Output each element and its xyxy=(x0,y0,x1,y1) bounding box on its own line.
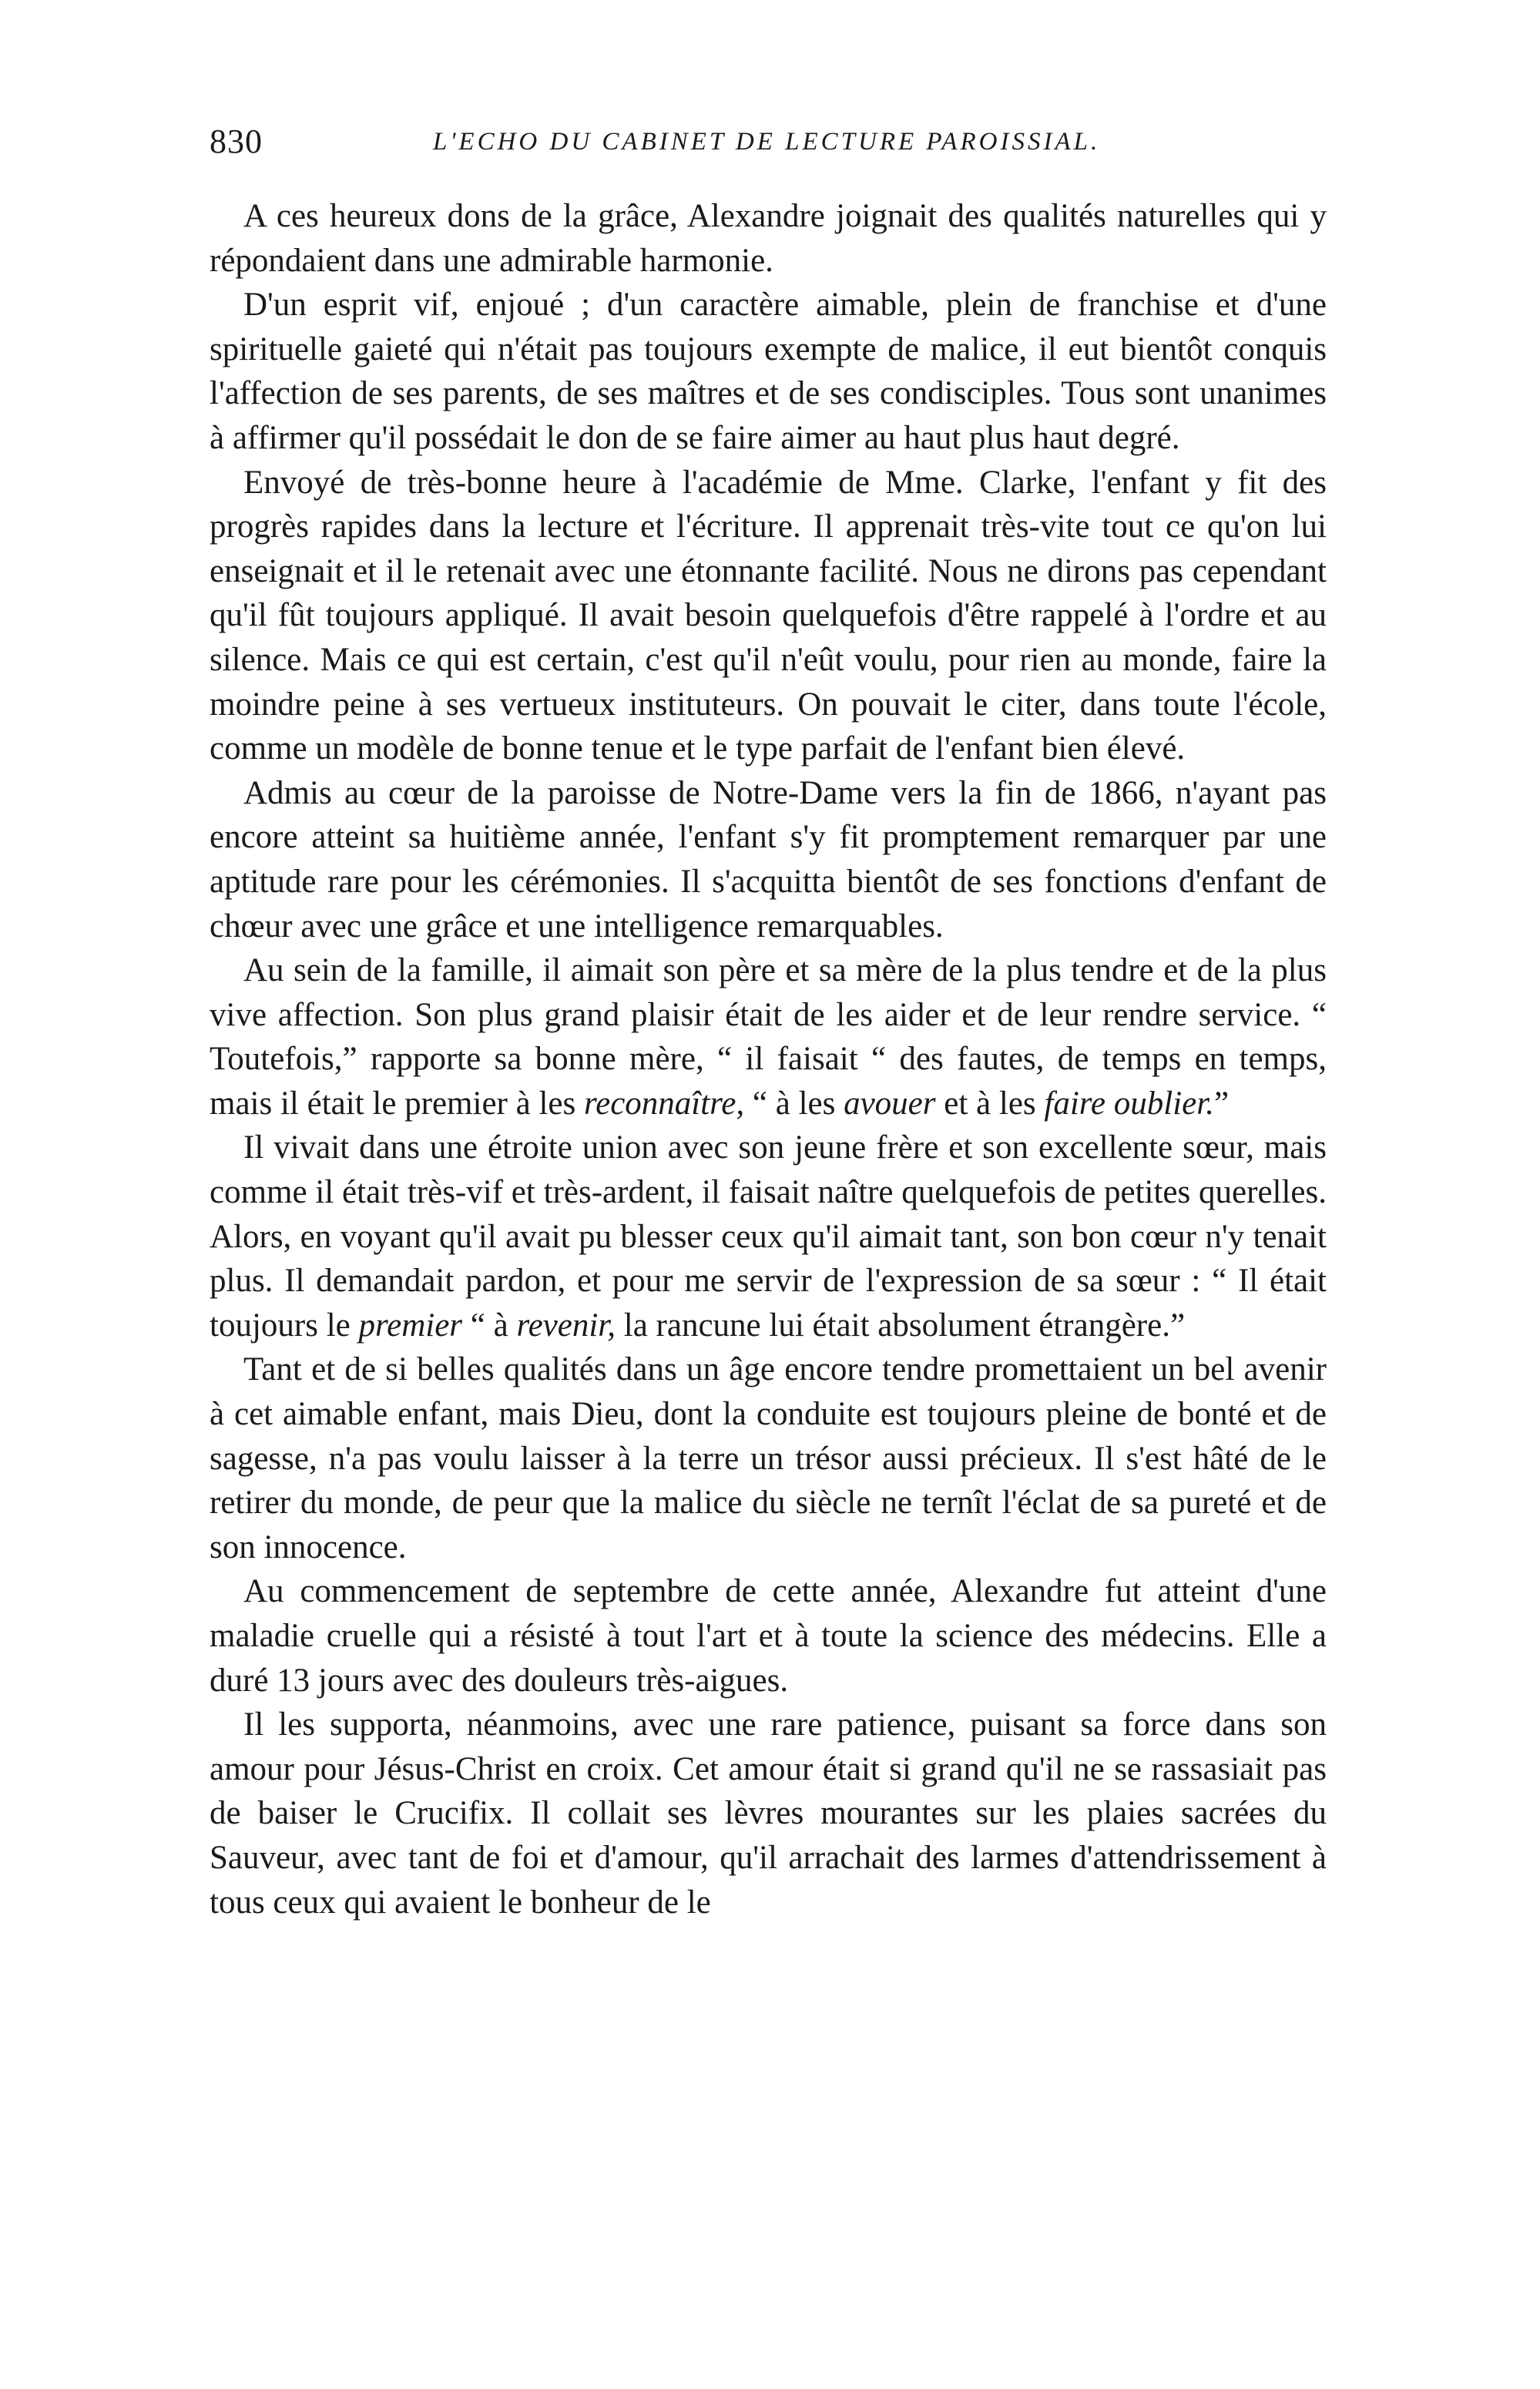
paragraph-text: ” xyxy=(1213,1085,1230,1122)
paragraph-text: la rancune lui était absolument étrangère.” xyxy=(616,1307,1186,1344)
paragraph-text: Admis au cœur de la paroisse de Notre-Dame vers la fin de 1866, n'ayant pas encore atteint sa huitième année, l'enfant s'y fit promptement remarquer par une aptitude rare pour les cérémonies. Il s'acquitta bientôt de ses fonctions d'enfant de chœur avec une grâce et une intelligence remarquables. xyxy=(210,774,1327,945)
paragraph-text: Au commencement de septembre de cette année, Alexandre fut atteint d'une maladie cruelle qui a résisté à tout l'art et à toute la science des médecins. Elle a duré 13 jours avec des douleurs très-aigues. xyxy=(210,1573,1327,1699)
italic-text: premier xyxy=(358,1307,463,1344)
paragraph-7 xyxy=(210,1347,1327,1569)
paragraph-text: “ à les xyxy=(744,1085,844,1122)
italic-text: faire oublier. xyxy=(1044,1085,1214,1122)
paragraph-text: Il vivait dans une étroite union avec son jeune frère et son excellente sœur, mais comme il était très-vif et très-ardent, il faisait naître quelquefois de petites querelles. Alors, en voyant qu'il avait pu blesser ceux qu'il aimait tant, son bon cœur n'y tenait plus. Il demandait pardon, et pour me servir de l'expression de sa sœur : “ Il était toujours le xyxy=(210,1129,1327,1344)
paragraph-5 xyxy=(210,948,1327,1126)
paragraph-text: Il les supporta, néanmoins, avec une rare patience, puisant sa force dans son amour pour Jésus-Christ en croix. Cet amour était si grand qu'il ne se rassasiait pas de baiser le Crucifix. Il collait ses lèvres mourantes sur les plaies sacrées du Sauveur, avec tant de foi et d'amour, qu'il arrachait des larmes d'attendrissement à tous ceux qui avaient le bonheur de le xyxy=(210,1706,1327,1921)
italic-text: reconnaître, xyxy=(583,1085,745,1122)
paragraph-6 xyxy=(210,1126,1327,1347)
page-number: 830 xyxy=(210,122,263,160)
paragraph-text: Envoyé de très-bonne heure à l'académie de Mme. Clarke, l'enfant y fit des progrès rapides dans la lecture et l'écriture. Il apprenait très-vite tout ce qu'on lui enseignait et il le retenait avec une étonnante facilité. Nous ne dirons pas cependant qu'il fût toujours appliqué. Il avait besoin quelquefois d'être rappelé à l'ordre et au silence. Mais ce qui est certain, c'est qu'il n'eût voulu, pour rien au monde, faire la moindre peine à ses vertueux instituteurs. On pouvait le citer, dans toute l'école, comme un modèle de bonne tenue et le type parfait de l'enfant bien élevé. xyxy=(210,464,1327,767)
page-header xyxy=(210,122,1334,168)
paragraph-text: D'un esprit vif, enjoué ; d'un caractère aimable, plein de franchise et d'une spirituelle gaieté qui n'était pas toujours exempte de malice, il eut bientôt conquis l'affection de ses parents, de ses maîtres et de ses condisciples. Tous sont unanimes à affirmer qu'il possédait le don de se faire aimer au haut plus haut degré. xyxy=(210,287,1327,456)
paragraph-3 xyxy=(210,461,1327,771)
paragraph-text: Tant et de si belles qualités dans un âge encore tendre promettaient un bel avenir à cet aimable enfant, mais Dieu, dont la conduite est toujours pleine de bonté et de sagesse, n'a pas voulu laisser à la terre un trésor aussi précieux. Il s'est hâté de le retirer du monde, de peur que la malice du siècle ne ternît l'éclat de sa pureté et de son innocence. xyxy=(210,1351,1327,1565)
italic-text: avouer xyxy=(844,1085,936,1122)
paragraph-text: A ces heureux dons de la grâce, Alexandre joignait des qualités naturelles qui y répondaient dans une admirable harmonie. xyxy=(210,198,1327,279)
paragraph-text: Au sein de la famille, il aimait son père et sa mère de la plus tendre et de la plus vive affection. Son plus grand plaisir était de les aider et de leur rendre service. “ Toutefois,” rapporte sa bonne mère, “ il faisait “ des fautes, de temps en temps, mais il était le premier à les xyxy=(210,952,1327,1122)
paragraph-1 xyxy=(210,194,1327,283)
paragraph-2 xyxy=(210,283,1327,460)
italic-text: revenir, xyxy=(516,1307,616,1344)
body-text xyxy=(210,194,1327,1924)
paragraph-4 xyxy=(210,771,1327,948)
paragraph-8 xyxy=(210,1569,1327,1703)
running-title: L'ECHO DU CABINET DE LECTURE PAROISSIAL. xyxy=(433,128,1101,156)
paragraph-text: “ à xyxy=(462,1307,517,1344)
paragraph-9 xyxy=(210,1703,1327,1924)
paragraph-text: et à les xyxy=(935,1085,1045,1122)
